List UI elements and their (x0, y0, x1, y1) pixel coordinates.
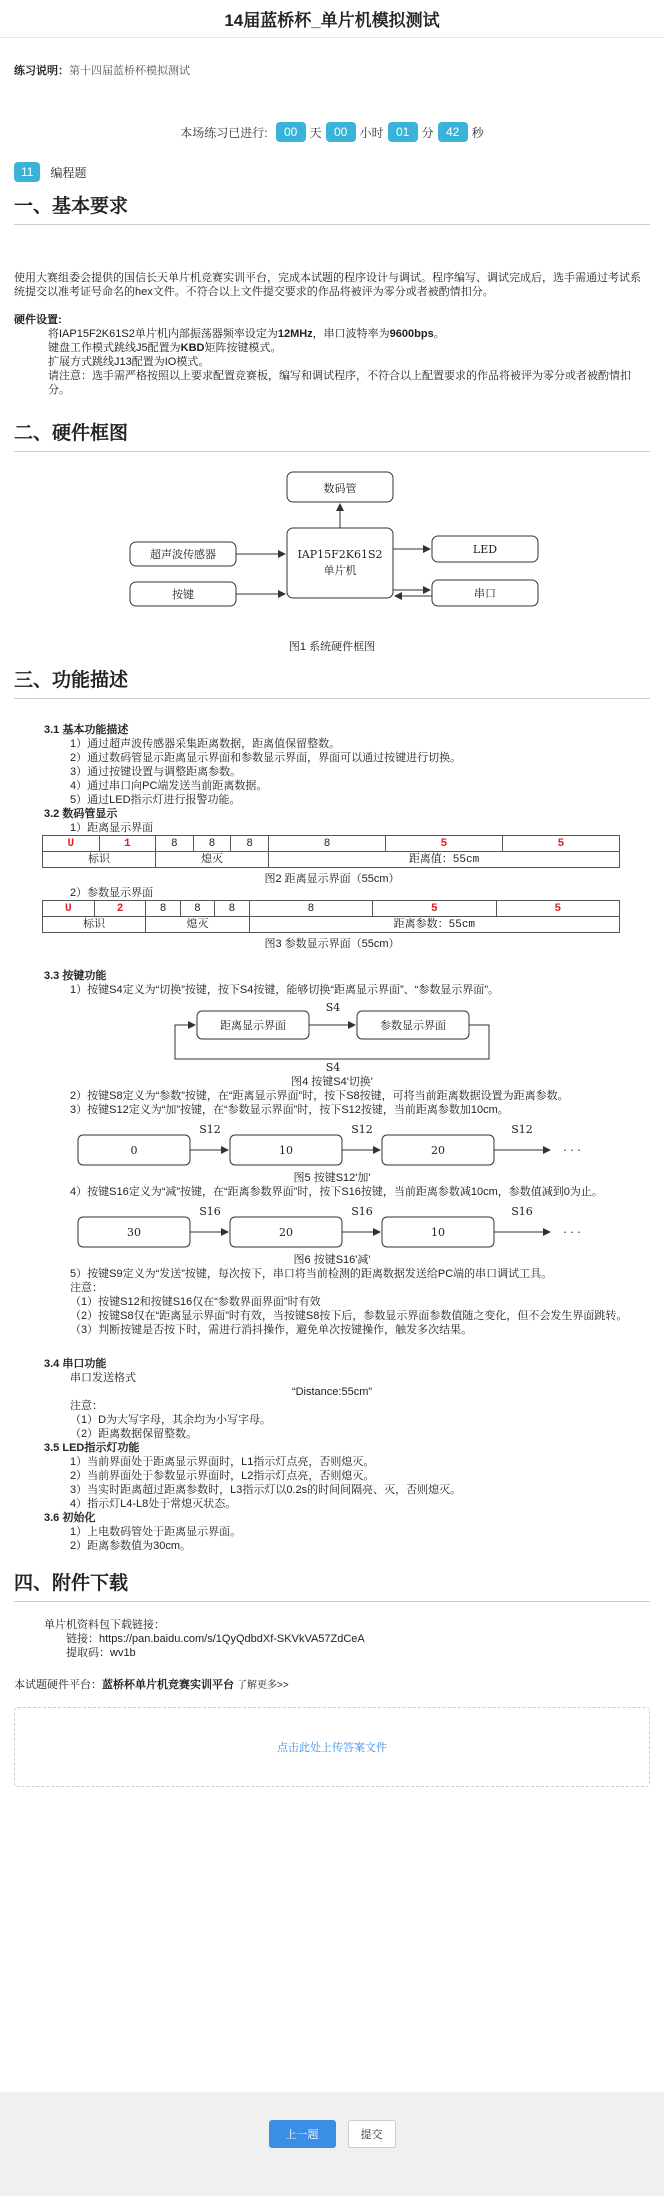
diagram-mcu-line2: 单片机 (323, 564, 357, 577)
diagram-uart: 串口 (474, 587, 496, 600)
s4-switch-diagram (167, 1003, 497, 1075)
digit-cell: U (43, 836, 100, 852)
digit-cell: 5 (373, 901, 496, 917)
timer-seconds: 42 (438, 122, 468, 142)
description-text: 第十四届蓝桥杯模拟测试 (69, 65, 190, 77)
digit-label: 熄灭 (156, 852, 269, 868)
s16-label-1: S16 (199, 1205, 221, 1218)
figure1-caption: 图1 系统硬件框图 (288, 641, 376, 653)
diagram-led: LED (472, 543, 498, 556)
figure3-caption: 图3 参数显示界面（55cm） (264, 938, 400, 950)
attachment-code: 提取码：wv1b (66, 1647, 136, 1659)
display-item-2: 2）参数显示界面 (70, 887, 154, 899)
heading-3-3: 3.3 按键功能 (44, 970, 107, 982)
init-item-2: 2）距离参数值为30cm。 (70, 1540, 192, 1552)
digit-cell: 8 (156, 836, 194, 852)
s12-continuation: · · · (563, 1144, 581, 1157)
s16-value-2: 10 (431, 1226, 445, 1239)
previous-question-button[interactable]: 上一题 (269, 2120, 336, 2148)
question-content (0, 196, 664, 1693)
section-function-description: 三、功能描述 (14, 674, 650, 699)
s16-sub-diagram (72, 1203, 592, 1253)
func-item-4: 4）通过串口向PC端发送当前距离数据。 (70, 780, 268, 792)
digit-label: 标识 (43, 917, 146, 933)
heading-3-2: 3.2 数码管显示 (44, 808, 118, 820)
hardware-setting-note: 请注意：选手需严格按照以上要求配置竞赛板，编写和调试程序，不符合以上配置要求的作品将被评为零分或者被酌情扣分。 (48, 370, 631, 396)
page-header (0, 0, 664, 38)
s12-value-2: 20 (431, 1144, 445, 1157)
timer-minutes: 01 (388, 122, 418, 142)
diagram-mcu-line1: IAP15F2K61S2 (297, 548, 383, 561)
section-basic-requirements: 一、基本要求 (14, 200, 650, 225)
figure4-caption: 图4 按键S4'切换' (291, 1076, 373, 1088)
uart-format-title: 串口发送格式 (70, 1372, 136, 1384)
s4-label-bottom: S4 (325, 1061, 341, 1074)
digit-label: 熄灭 (146, 917, 249, 933)
heading-3-6: 3.6 初始化 (44, 1512, 96, 1524)
s16-value-0: 30 (127, 1226, 141, 1239)
func-item-5: 5）通过LED指示灯进行报警功能。 (70, 794, 241, 806)
s4-state-distance: 距离显示界面 (220, 1019, 286, 1032)
s4-state-parameter: 参数显示界面 (380, 1019, 446, 1032)
heading-3-5: 3.5 LED指示灯功能 (44, 1442, 140, 1454)
question-type-label: 编程题 (50, 165, 87, 180)
digit-label: 距离值：55cm (269, 852, 620, 868)
s16-label-2: S16 (351, 1205, 373, 1218)
parameter-display-table (42, 900, 620, 933)
hardware-setting-2: 键盘工作模式跳线J5配置为KBD矩阵按键模式。 (48, 342, 282, 354)
platform-line (14, 1678, 650, 1693)
digit-cell: 8 (215, 901, 250, 917)
key-note-2: （2）按键S8仅在“距离显示界面”时有效，当按键S8按下后，参数显示界面参数值随之变化，但不会发生界面跳转。 (70, 1310, 628, 1322)
question-type (14, 162, 650, 182)
hardware-block-diagram (122, 470, 542, 640)
digit-cell: 2 (94, 901, 146, 917)
heading-3-4: 3.4 串口功能 (44, 1358, 107, 1370)
led-item-1: 1）当前界面处于距离显示界面时，L1指示灯点亮，否则熄灭。 (70, 1456, 375, 1468)
diagram-ultrasonic: 超声波传感器 (150, 548, 216, 561)
digit-cell: 8 (269, 836, 386, 852)
description-label: 练习说明： (14, 65, 69, 77)
digit-cell: U (43, 901, 95, 917)
learn-more-link[interactable]: 了解更多>> (237, 1680, 289, 1691)
timer-days: 00 (276, 122, 306, 142)
s4-label-top: S4 (325, 1003, 341, 1014)
timer-days-unit: 天 (309, 125, 322, 140)
digit-cell: 1 (99, 836, 156, 852)
figure2-caption: 图2 距离显示界面（55cm） (264, 873, 400, 885)
timer-hours-unit: 小时 (359, 125, 384, 140)
digit-cell: 8 (180, 901, 214, 917)
s12-label-1: S12 (199, 1123, 221, 1136)
digit-cell: 5 (496, 901, 620, 917)
figure5-caption: 图5 按键S12'加' (293, 1172, 371, 1184)
s12-value-0: 0 (130, 1144, 138, 1157)
attachment-link[interactable]: 链接：https://pan.baidu.com/s/1QyQdbdXf-SKVkVA57ZdCeA (66, 1633, 365, 1645)
platform-label: 本试题硬件平台： (14, 1679, 102, 1691)
digit-cell: 8 (231, 836, 269, 852)
key-item-4: 4）按键S16定义为“减”按键，在“距离参数界面”时，按下S16按键，当前距离参数减10cm，参数值减到0为止。 (70, 1186, 603, 1198)
func-item-3: 3）通过按键设置与调整距离参数。 (70, 766, 242, 778)
digit-label: 距离参数：55cm (249, 917, 619, 933)
timer-label: 本场练习已进行: (180, 125, 268, 140)
platform-name: 蓝桥杯单片机竞赛实训平台 (102, 1679, 234, 1691)
func-item-2: 2）通过数码管显示距离显示界面和参数显示界面，界面可以通过按键进行切换。 (70, 752, 462, 764)
s12-label-2: S12 (351, 1123, 373, 1136)
diagram-key: 按键 (172, 588, 194, 601)
timer-seconds-unit: 秒 (471, 125, 484, 140)
diagram-seg-display: 数码管 (323, 482, 357, 495)
section-attachments: 四、附件下载 (14, 1577, 650, 1602)
led-item-2: 2）当前界面处于参数显示界面时，L2指示灯点亮，否则熄灭。 (70, 1470, 375, 1482)
timer-hours: 00 (326, 122, 356, 142)
digit-cell: 8 (146, 901, 180, 917)
led-item-4: 4）指示灯L4-L8处于常熄灭状态。 (70, 1498, 237, 1510)
s16-continuation: · · · (563, 1226, 581, 1239)
heading-3-1: 3.1 基本功能描述 (44, 724, 129, 736)
digit-cell: 8 (193, 836, 231, 852)
key-item-1: 1）按键S4定义为“切换”按键，按下S4按键，能够切换“距离显示界面”、“参数显示界面”。 (70, 984, 500, 996)
figure6-caption: 图6 按键S16'减' (293, 1254, 371, 1266)
uart-format-example: “Distance:55cm” (291, 1386, 373, 1398)
submit-button[interactable]: 提交 (348, 2120, 396, 2148)
key-note-1: （1）按键S12和按键S16仅在“参数界面界面”时有效 (70, 1296, 321, 1308)
s12-add-diagram (72, 1121, 592, 1171)
digit-cell: 8 (249, 901, 372, 917)
s16-label-3: S16 (511, 1205, 533, 1218)
init-item-1: 1）上电数码管处于距离显示界面。 (70, 1526, 242, 1538)
section-hardware-diagram: 二、硬件框图 (14, 427, 650, 452)
key-note-title: 注意： (70, 1282, 103, 1294)
digit-cell: 5 (385, 836, 502, 852)
key-item-3: 3）按键S12定义为“加”按键，在“参数显示界面”时，按下S12按键，当前距离参数加10cm。 (70, 1104, 509, 1116)
exercise-description (0, 38, 664, 78)
s12-value-1: 10 (279, 1144, 293, 1157)
display-item-1: 1）距离显示界面 (70, 822, 154, 834)
s16-value-1: 20 (279, 1226, 293, 1239)
question-number-badge: 11 (14, 162, 40, 182)
requirements-paragraph: 使用大赛组委会提供的国信长天单片机竞赛实训平台，完成本试题的程序设计与调试。程序编写、调试完成后，选手需通过考试系统提交以准考证号命名的hex文件。不符合以上文件提交要求的作品将被评为零分或者被酌情扣分。 (14, 272, 641, 298)
hardware-settings-title: 硬件设置: (14, 314, 62, 326)
digit-label: 标识 (43, 852, 156, 868)
key-note-3: （3）判断按键是否按下时，需进行消抖操作，避免单次按键操作，触发多次结果。 (70, 1324, 473, 1336)
key-item-2: 2）按键S8定义为“参数”按键，在“距离显示界面”时，按下S8按键，可将当前距离数据设置为距离参数。 (70, 1090, 569, 1102)
key-item-5: 5）按键S9定义为“发送”按键，每次按下，串口将当前检测的距离数据发送给PC端的串口调试工具。 (70, 1268, 553, 1280)
func-item-1: 1）通过超声波传感器采集距离数据，距离值保留整数。 (70, 738, 341, 750)
hardware-setting-3: 扩展方式跳线J13配置为IO模式。 (48, 356, 210, 368)
upload-answer-text[interactable]: 点击此处上传答案文件 (277, 1742, 387, 1754)
attachment-title: 单片机资料包下载链接： (44, 1619, 165, 1631)
digit-cell: 5 (502, 836, 619, 852)
uart-note-1: （1）D为大写字母，其余均为小写字母。 (70, 1414, 272, 1426)
led-item-3: 3）当实时距离超过距离参数时，L3指示灯以0.2s的时间间隔亮、灭，否则熄灭。 (70, 1484, 462, 1496)
uart-note-title: 注意： (70, 1400, 103, 1412)
page-title: 14届蓝桥杯_单片机模拟测试 (224, 11, 440, 30)
upload-answer-area[interactable] (14, 1707, 650, 1787)
hardware-setting-1: 将IAP15F2K61S2单片机内部振荡器频率设定为12MHz，串口波特率为9600bps。 (48, 328, 445, 340)
uart-note-2: （2）距离数据保留整数。 (70, 1428, 198, 1440)
s12-label-3: S12 (511, 1123, 533, 1136)
distance-display-table (42, 835, 620, 868)
elapsed-timer (0, 122, 664, 142)
timer-minutes-unit: 分 (421, 125, 434, 140)
footer-bar (0, 2092, 664, 2196)
